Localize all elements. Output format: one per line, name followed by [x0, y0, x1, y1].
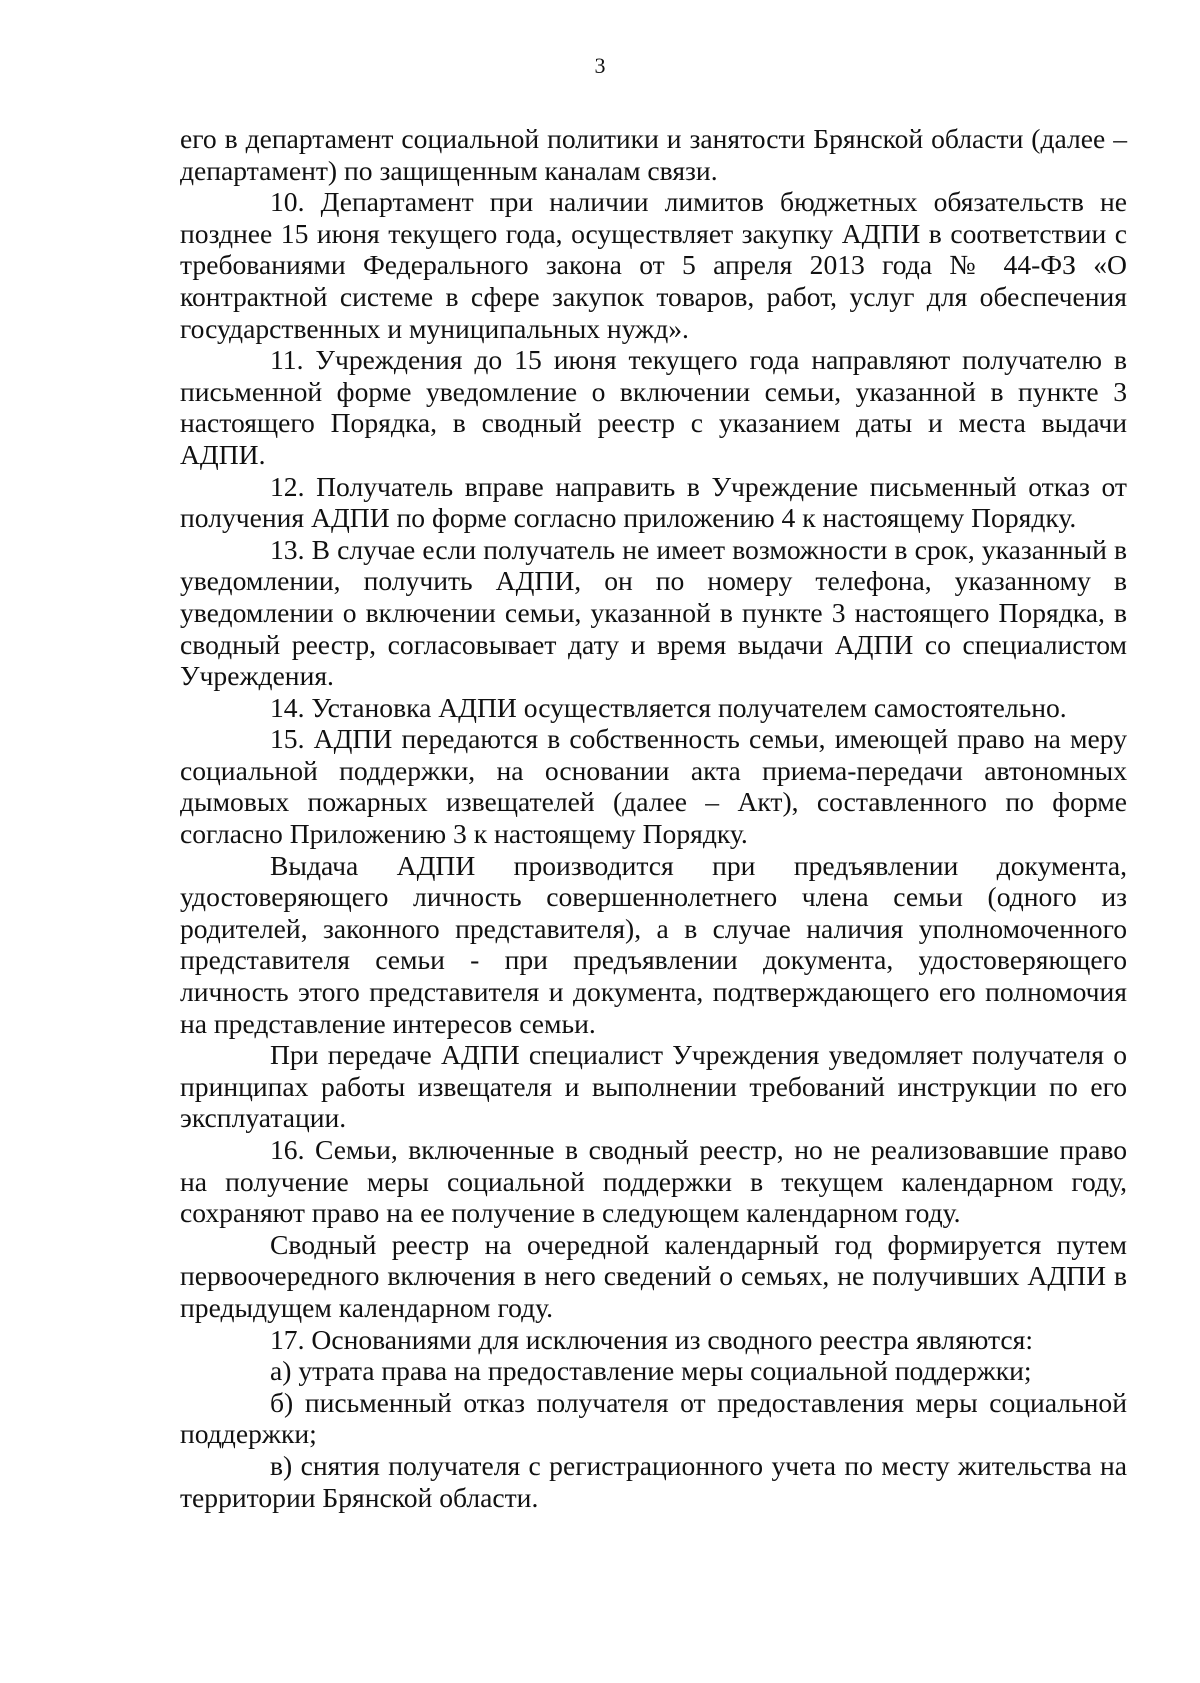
list-item-b: б) письменный отказ получателя от предоставления меры социальной поддержки;: [180, 1386, 1127, 1450]
paragraph-item-17: 17. Основаниями для исключения из сводного реестра являются:: [270, 1323, 1034, 1355]
paragraph-continuation: его в департамент социальной политики и занятости Брянской области (далее – департамент) по защищенным каналам связи.: [180, 123, 1127, 186]
paragraph-item-16: 16. Семьи, включенные в сводный реестр, но не реализовавшие право на получение меры социальной поддержки в текущем календарном году, сохраняют право на ее получение в следующем календарном году.: [180, 1134, 1127, 1229]
list-item-c: в) снятия получателя с регистрационного учета по месту жительства на территории Брянской области.: [180, 1449, 1127, 1513]
paragraph-item-15: 15. АДПИ передаются в собственность семьи, имеющей право на меру социальной поддержки, на основании акта приема-передачи автономных дымовых пожарных извещателей (далее – Акт), составленного по форме согласно Приложению 3 к настоящему Порядку.: [180, 723, 1127, 850]
document-body: [180, 123, 1127, 1513]
page-number: 3: [594, 53, 606, 78]
paragraph-transfer-notice: При передаче АДПИ специалист Учреждения уведомляет получателя о принципах работы извещателя и выполнении требований инструкции по его эксплуатации.: [180, 1039, 1127, 1134]
paragraph-item-14: 14. Установка АДПИ осуществляется получателем самостоятельно.: [270, 691, 1067, 723]
paragraph-item-10: 10. Департамент при наличии лимитов бюджетных обязательств не позднее 15 июня текущего года, осуществляет закупку АДПИ в соответствии с требованиями Федерального закона от 5 апреля 2013 года № 44-ФЗ «О контрактной системе в сфере закупок товаров, работ, услуг для обеспечения государственных и муниципальных нужд».: [180, 186, 1127, 344]
paragraph-item-11: 11. Учреждения до 15 июня текущего года направляют получателю в письменной форме уведомление о включении семьи, указанной в пункте 3 настоящего Порядка, в сводный реестр с указанием даты и места выдачи АДПИ.: [180, 344, 1127, 470]
paragraph-issuance: Выдача АДПИ производится при предъявлении документа, удостоверяющего личность совершеннолетнего члена семьи (одного из родителей, законного представителя), а в случае наличия уполномоченного представителя семьи - при предъявлении документа, удостоверяющего личность этого представителя и документа, подтверждающего его полномочия на представление интересов семьи.: [180, 849, 1127, 1039]
paragraph-item-12: 12. Получатель вправе направить в Учреждение письменный отказ от получения АДПИ по форме согласно приложению 4 к настоящему Порядку.: [180, 470, 1127, 534]
paragraph-item-13: 13. В случае если получатель не имеет возможности в срок, указанный в уведомлении, получить АДПИ, он по номеру телефона, указанному в уведомлении о включении семьи, указанной в пункте 3 настоящего Порядка, в сводный реестр, согласовывает дату и время выдачи АДПИ со специалистом Учреждения.: [180, 533, 1127, 692]
paragraph-registry-formation: Сводный реестр на очередной календарный год формируется путем первоочередного включения в него сведений о семьях, не получивших АДПИ в предыдущем календарном году.: [180, 1228, 1127, 1323]
list-item-a: а) утрата права на предоставление меры социальной поддержки;: [270, 1355, 1032, 1387]
